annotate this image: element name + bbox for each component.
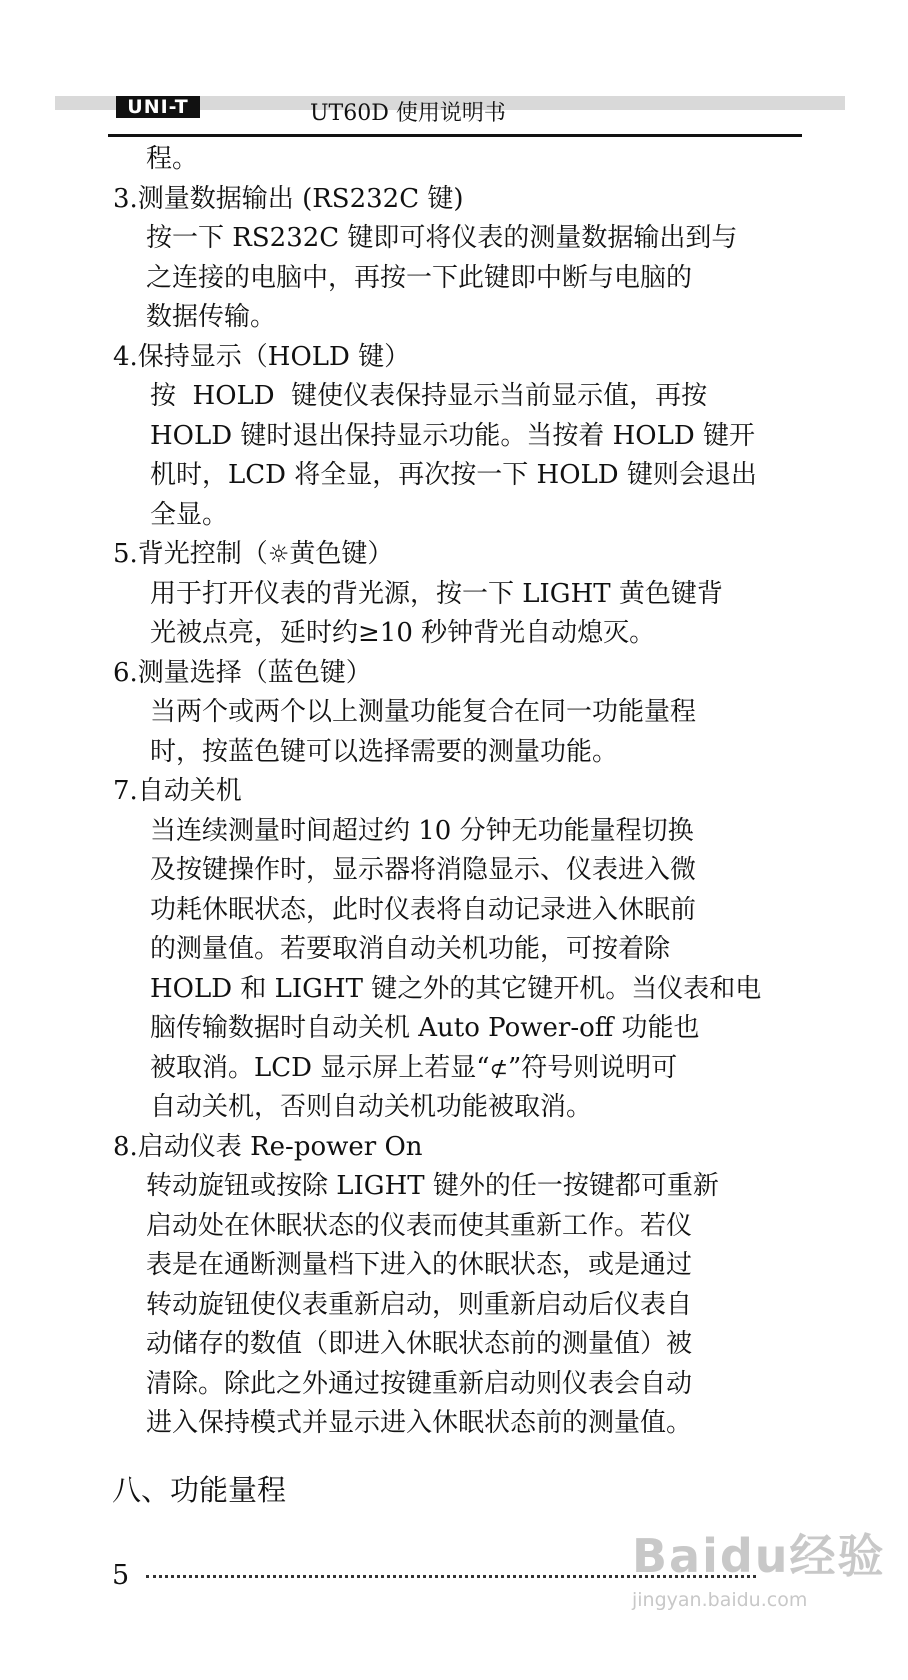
body-line: 按 HOLD 键使仪表保持显示当前显示值，再按 — [150, 381, 708, 411]
watermark-url: jingyan.baidu.com — [632, 1589, 808, 1611]
body-line: 用于打开仪表的背光源，按一下 LIGHT 黄色键背 — [150, 578, 723, 609]
body-line: 数据传输。 — [146, 302, 277, 332]
manual-body — [110, 140, 810, 1444]
body-line: 按一下 RS232C 键即可将仪表的测量数据输出到与 — [146, 223, 738, 253]
body-line: 转动旋钮使仪表重新启动，则重新启动后仪表自 — [146, 1289, 693, 1320]
body-line: 的测量值。若要取消自动关机功能，可按着除 — [150, 934, 671, 964]
item-heading-auto-off: 7.自动关机 — [113, 776, 242, 806]
baidu-watermark — [632, 1530, 886, 1612]
body-text: 被取消。LCD 显示屏上若显“ — [150, 1052, 490, 1083]
body-line — [110, 1049, 810, 1089]
body-line: 及按键操作时，显示器将消隐显示、仪表进入微 — [150, 855, 697, 885]
heading-text: 黄色键） — [289, 539, 394, 569]
heading-text: 5.背光控制（ — [113, 539, 268, 569]
item-heading-hold: 4.保持显示（HOLD 键） — [113, 341, 411, 372]
body-line: 时，按蓝色键可以选择需要的测量功能。 — [150, 736, 619, 767]
watermark-logo: Baidu经验 — [632, 1529, 886, 1583]
header-rule — [108, 134, 802, 137]
body-line: 功耗休眠状态，此时仪表将自动记录进入休眠前 — [150, 894, 697, 925]
auto-power-off-icon: ⊄ — [489, 1056, 508, 1082]
body-line: 全显。 — [150, 499, 229, 530]
brand-logo: UNI-T — [116, 96, 200, 118]
body-line: 当连续测量时间超过约 10 分钟无功能量程切换 — [150, 815, 694, 846]
body-line: 脑传输数据时自动关机 Auto Power-off 功能也 — [150, 1013, 700, 1043]
document-title: UT60D 使用说明书 — [310, 101, 506, 126]
body-line: HOLD 键时退出保持显示功能。当按着 HOLD 键开 — [150, 420, 755, 451]
body-line: 启动处在休眠状态的仪表而使其重新工作。若仪 — [146, 1210, 693, 1241]
body-line: 程。 — [146, 144, 199, 174]
item-heading-rs232c: 3.测量数据输出 (RS232C 键) — [113, 183, 464, 214]
page-number: 5 — [112, 1560, 130, 1591]
body-line: 之连接的电脑中，再按一下此键即中断与电脑的 — [146, 262, 693, 293]
body-line: 动储存的数值（即进入休眠状态前的测量值）被 — [146, 1329, 693, 1359]
item-heading-select: 6.测量选择（蓝色键） — [113, 657, 372, 688]
body-line: 清除。除此之外通过按键重新启动则仪表会自动 — [146, 1368, 693, 1399]
body-line: 机时，LCD 将全显，再次按一下 HOLD 键则会退出 — [150, 460, 757, 490]
body-text: ”符号则说明可 — [508, 1052, 678, 1083]
item-heading-backlight — [110, 535, 810, 575]
body-line: 进入保持模式并显示进入休眠状态前的测量值。 — [146, 1408, 693, 1438]
body-line: 自动关机，否则自动关机功能被取消。 — [150, 1092, 593, 1122]
sun-icon: ☼ — [267, 540, 290, 568]
section-heading: 八、功能量程 — [112, 1473, 287, 1507]
body-line: 当两个或两个以上测量功能复合在同一功能量程 — [150, 697, 697, 727]
item-heading-repower: 8.启动仪表 Re-power On — [113, 1131, 423, 1162]
body-line: 转动旋钮或按除 LIGHT 键外的任一按键都可重新 — [146, 1171, 719, 1201]
body-line: HOLD 和 LIGHT 键之外的其它键开机。当仪表和电 — [150, 973, 762, 1004]
body-line: 表是在通断测量档下进入的休眠状态，或是通过 — [146, 1250, 693, 1280]
body-line: 光被点亮，延时约≥10 秒钟背光自动熄灭。 — [150, 618, 656, 648]
